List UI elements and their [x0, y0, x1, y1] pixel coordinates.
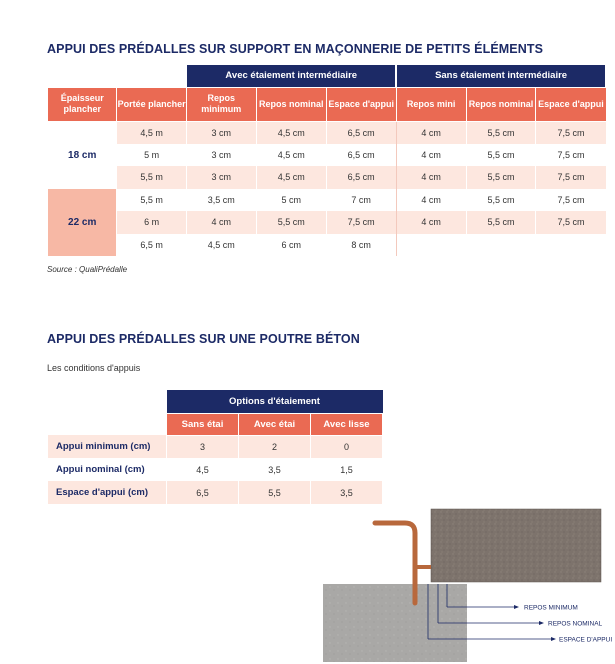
table-cell: 4 cm [186, 211, 256, 234]
table-cell: 4 cm [396, 121, 466, 144]
support-diagram [320, 505, 615, 664]
table-cell: 3,5 [239, 458, 311, 481]
section2-title: APPUI DES PRÉDALLES SUR UNE POUTRE BÉTON [47, 332, 360, 346]
table-cell: 7,5 cm [536, 144, 606, 167]
table-cell: 6,5 m [117, 234, 186, 257]
support-maconnerie-table [47, 65, 607, 256]
header-avec-etai: Avec étai [239, 413, 311, 435]
table-cell: 5,5 cm [466, 144, 536, 167]
poutre-beton-table [47, 390, 383, 504]
row-label: Espace d'appui (cm) [48, 481, 167, 504]
table-cell: 4,5 [167, 458, 239, 481]
table-cell: 7,5 cm [536, 211, 606, 234]
table-cell: 6,5 cm [326, 144, 396, 167]
table-cell: 0 [311, 435, 383, 458]
table-cell: 5,5 cm [466, 211, 536, 234]
table-cell [396, 234, 466, 257]
label-repos-minimum: REPOS MINIMUM [524, 604, 578, 612]
header-avec-etaiement: Avec étaiement intermédiaire [186, 65, 396, 87]
table-cell: 7 cm [326, 189, 396, 212]
table-cell: 4,5 cm [256, 144, 326, 167]
table-row [48, 166, 607, 189]
table-cell: 4,5 cm [256, 121, 326, 144]
table-cell: 3 cm [186, 144, 256, 167]
table-cell: 6 m [117, 211, 186, 234]
header-options-etaiement: Options d'étaiement [167, 390, 383, 413]
table-cell: 5,5 cm [466, 166, 536, 189]
table-cell: 4 cm [396, 166, 466, 189]
table-cell: 5 m [117, 144, 186, 167]
table-row [48, 234, 607, 257]
label-repos-nominal: REPOS NOMINAL [548, 620, 603, 628]
header-sans-etai: Sans étai [167, 413, 239, 435]
table-cell: 3,5 [311, 481, 383, 504]
table-cell: 1,5 [311, 458, 383, 481]
table-row [48, 189, 607, 212]
table-row [48, 435, 383, 458]
table-cell: 5 cm [256, 189, 326, 212]
header-epaisseur: Épaisseur plancher [48, 87, 117, 121]
header-sans-etaiement: Sans étaiement intermédiaire [396, 65, 606, 87]
table-cell: 5,5 cm [466, 189, 536, 212]
table-cell: 5,5 cm [256, 211, 326, 234]
table-cell: 5,5 cm [466, 121, 536, 144]
table-cell: 6,5 [167, 481, 239, 504]
group-22cm: 22 cm [48, 189, 117, 257]
table-cell: 4,5 cm [186, 234, 256, 257]
table-cell: 3 cm [186, 121, 256, 144]
table-cell: 3 [167, 435, 239, 458]
row-label: Appui minimum (cm) [48, 435, 167, 458]
table-cell: 7,5 cm [536, 189, 606, 212]
table-cell: 7,5 cm [536, 166, 606, 189]
table-cell: 5,5 [239, 481, 311, 504]
label-espace-appui: ESPACE D'APPUI [559, 636, 613, 644]
table-cell: 5,5 m [117, 166, 186, 189]
table-cell: 5,5 m [117, 189, 186, 212]
header-repos-mini: Repos mini [396, 87, 466, 121]
header-avec-lisse: Avec lisse [311, 413, 383, 435]
table-row [48, 481, 383, 504]
intro-text: Les conditions d'appuis [47, 363, 141, 373]
table-row [48, 144, 607, 167]
table-cell: 4,5 m [117, 121, 186, 144]
table-cell: 6,5 cm [326, 166, 396, 189]
header-repos-nominal-2: Repos nominal [466, 87, 536, 121]
section1-title: APPUI DES PRÉDALLES SUR SUPPORT EN MAÇONNERIE DE PETITS ÉLÉMENTS [47, 42, 544, 56]
table-cell: 3 cm [186, 166, 256, 189]
table-cell: 4 cm [396, 189, 466, 212]
source-note: Source : QualiPrédalle [47, 265, 128, 274]
table-cell [536, 234, 606, 257]
header-repos-minimum: Repos minimum [186, 87, 256, 121]
row-label: Appui nominal (cm) [48, 458, 167, 481]
table-row [48, 211, 607, 234]
table-row [48, 458, 383, 481]
table-cell: 7,5 cm [326, 211, 396, 234]
table-cell: 4 cm [396, 144, 466, 167]
group-18cm: 18 cm [48, 121, 117, 189]
header-portee: Portée plancher [117, 87, 186, 121]
header-espace-appui: Espace d'appui [326, 87, 396, 121]
table-cell: 4 cm [396, 211, 466, 234]
table-cell: 6 cm [256, 234, 326, 257]
table-cell: 2 [239, 435, 311, 458]
table-cell: 7,5 cm [536, 121, 606, 144]
table-cell: 4,5 cm [256, 166, 326, 189]
slab-block [431, 509, 601, 582]
header-espace-appui-2: Espace d'appui [536, 87, 606, 121]
table-cell: 6,5 cm [326, 121, 396, 144]
table-row [48, 121, 607, 144]
header-repos-nominal: Repos nominal [256, 87, 326, 121]
table-cell: 3,5 cm [186, 189, 256, 212]
table-cell [466, 234, 536, 257]
table-cell: 8 cm [326, 234, 396, 257]
